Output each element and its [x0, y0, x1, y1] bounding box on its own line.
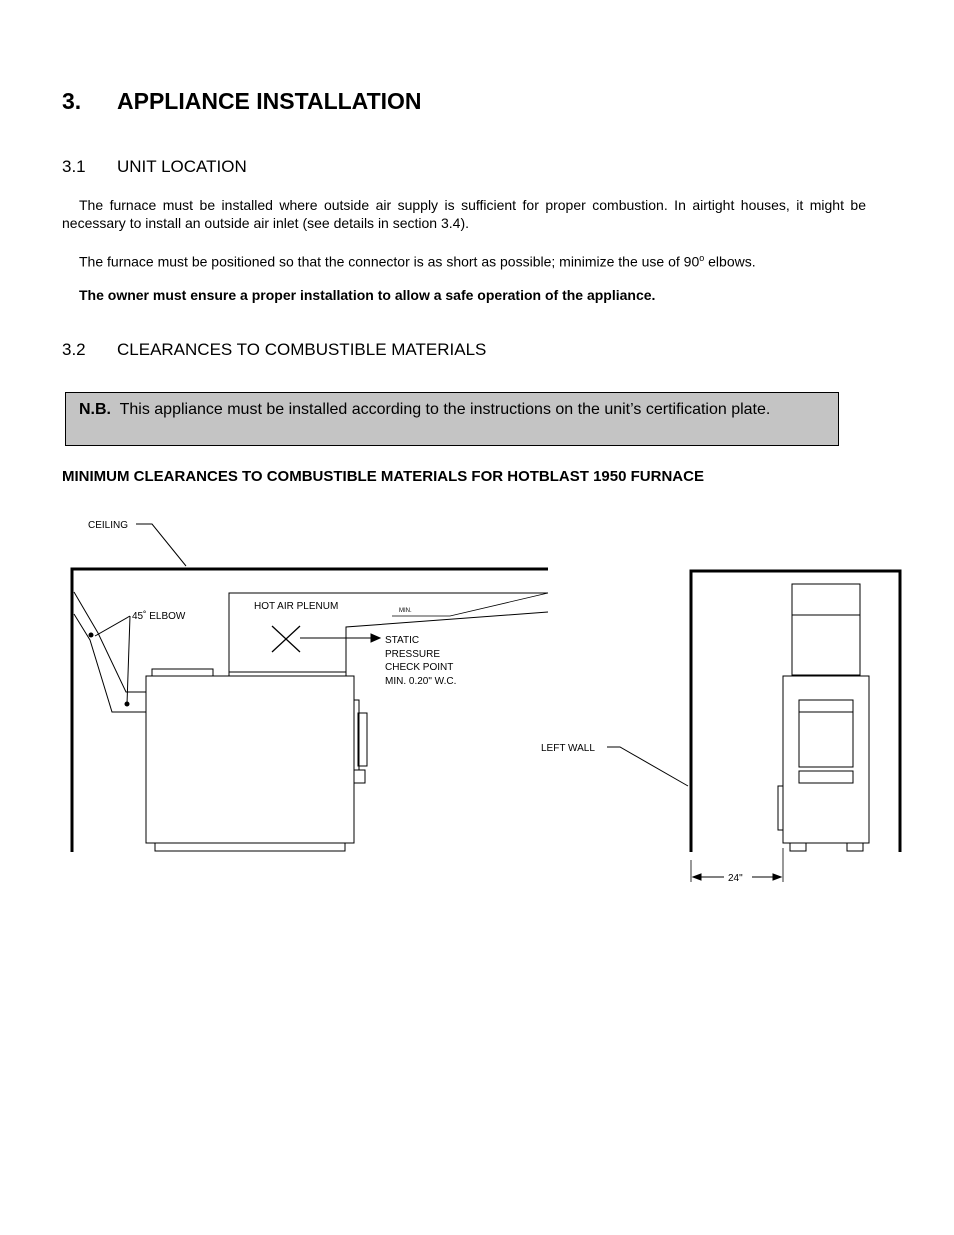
- label-static-2: PRESSURE: [385, 649, 441, 660]
- section-title: APPLIANCE INSTALLATION: [117, 88, 422, 114]
- side-furnace-grille: [799, 771, 853, 783]
- subsection-title: UNIT LOCATION: [117, 157, 247, 176]
- label-static-4: MIN. 0.20" W.C.: [385, 676, 457, 687]
- furnace-body: [146, 676, 354, 843]
- plenum-base: [229, 672, 346, 676]
- paragraph-connector-end: elbows.: [704, 253, 756, 270]
- label-static-3: CHECK POINT: [385, 662, 454, 673]
- label-ceiling: CEILING: [88, 520, 129, 531]
- label-dimension: 24": [728, 873, 743, 884]
- furnace-top-panel: [152, 669, 213, 676]
- subsection-number: 3.2: [62, 340, 86, 359]
- ceiling-leader: [136, 524, 186, 566]
- elbow-dot-upper: [89, 633, 94, 638]
- paragraph-connector-text: The furnace must be positioned so that the connector is as short as possible; minimize the use of 90: [79, 253, 700, 270]
- paragraph-air-supply-text: The furnace must be installed where outside air supply is sufficient for proper combustion. In airtight houses, it might be necessary to install an outside air inlet (see details in section 3.4).: [62, 197, 866, 231]
- label-min: MIN.: [399, 608, 412, 614]
- note-label: N.B.: [79, 401, 111, 418]
- static-point-x: [272, 626, 300, 652]
- side-furnace-body: [783, 676, 869, 843]
- label-left-wall: LEFT WALL: [541, 743, 595, 754]
- note-body: This appliance must be installed according to the instructions on the unit’s certification plate.: [119, 401, 771, 418]
- furnace-control: [354, 770, 365, 783]
- diagram-title: MINIMUM CLEARANCES TO COMBUSTIBLE MATERIALS FOR HOTBLAST 1950 FURNACE: [62, 468, 704, 485]
- side-plenum: [792, 584, 860, 675]
- elbow-dot-lower: [125, 702, 130, 707]
- side-furnace-handle: [778, 786, 783, 830]
- left-wall-leader: [607, 747, 688, 786]
- side-foot-left: [790, 843, 806, 851]
- section-number: 3.: [62, 88, 82, 114]
- label-static-1: STATIC: [385, 635, 420, 646]
- flue-pipe-outer: [74, 592, 146, 692]
- subsection-title: CLEARANCES TO COMBUSTIBLE MATERIALS: [117, 340, 487, 359]
- label-plenum: HOT AIR PLENUM: [254, 601, 339, 612]
- degree-superscript: o: [699, 253, 705, 263]
- side-furnace-window: [799, 700, 853, 767]
- label-elbow: 45˚ ELBOW: [132, 611, 186, 622]
- elbow-leader: [95, 616, 130, 704]
- static-arrowhead: [371, 634, 380, 642]
- duct-transition: [392, 593, 548, 616]
- flue-pipe-inner: [74, 614, 146, 712]
- side-foot-right: [847, 843, 863, 851]
- paragraph-owner-warning-text: The owner must ensure a proper installation to allow a safe operation of the appliance.: [79, 287, 656, 303]
- furnace-base: [155, 843, 345, 851]
- subsection-number: 3.1: [62, 157, 86, 176]
